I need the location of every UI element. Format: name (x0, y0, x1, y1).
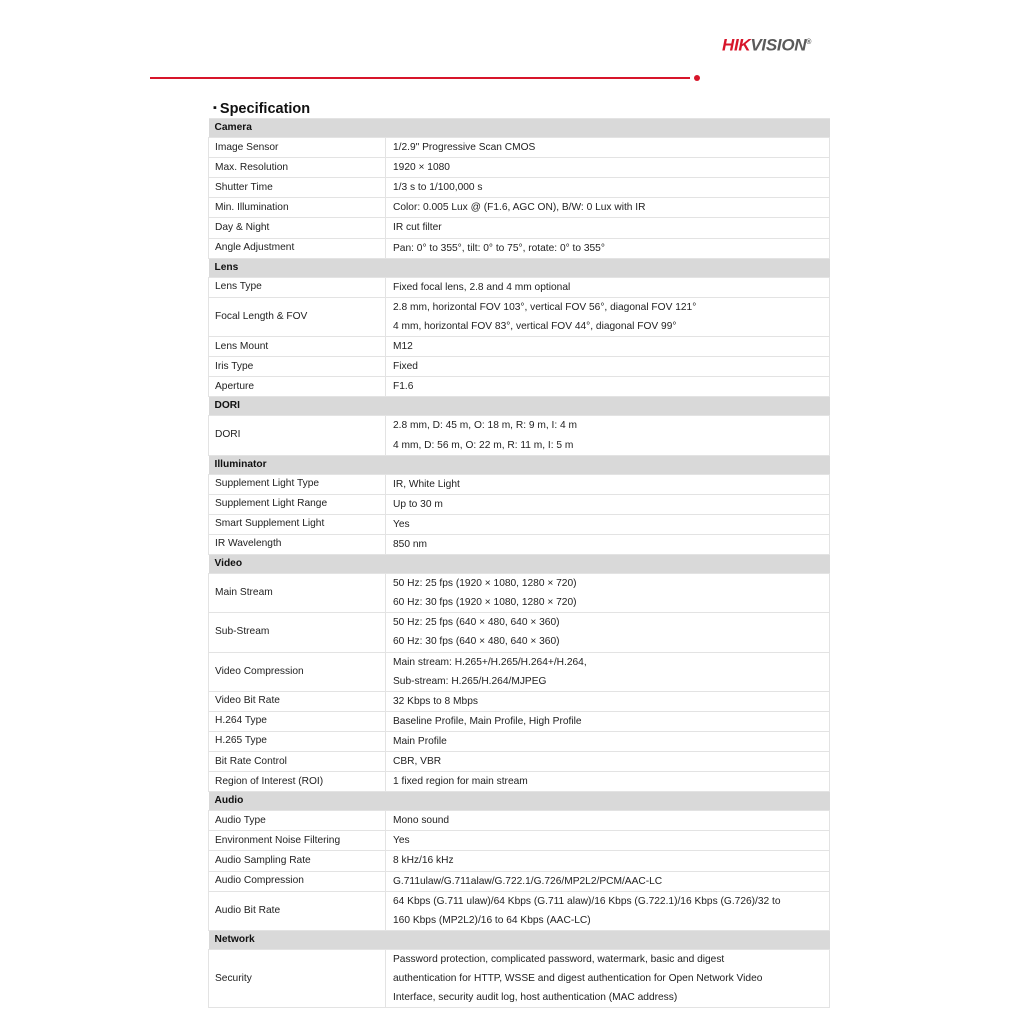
spec-value (386, 474, 830, 494)
spec-label: Angle Adjustment (209, 238, 386, 258)
spec-value-line: 50 Hz: 25 fps (1920 × 1080, 1280 × 720) (393, 578, 577, 590)
category-title: Network (209, 930, 830, 949)
spec-row (209, 277, 830, 297)
spec-row (209, 871, 830, 891)
category-row (209, 397, 830, 416)
spec-row (209, 158, 830, 178)
spec-label: Main Stream (209, 574, 386, 613)
spec-value (386, 831, 830, 851)
spec-label: Bit Rate Control (209, 752, 386, 772)
section-heading (213, 98, 310, 119)
category-row (209, 792, 830, 811)
spec-value-line: 160 Kbps (MP2L2)/16 to 64 Kbps (AAC-LC) (393, 914, 591, 926)
spec-value (386, 277, 830, 297)
spec-value-line: Fixed (393, 361, 418, 373)
spec-value (386, 494, 830, 514)
spec-label: DORI (209, 416, 386, 455)
spec-value-line: 850 nm (393, 538, 427, 550)
spec-row (209, 416, 830, 455)
spec-label: Audio Compression (209, 871, 386, 891)
spec-row (209, 811, 830, 831)
spec-value-line: 60 Hz: 30 fps (640 × 480, 640 × 360) (393, 636, 560, 648)
spec-row (209, 772, 830, 792)
spec-value (386, 851, 830, 871)
spec-label: Audio Type (209, 811, 386, 831)
spec-value-line: Pan: 0° to 355°, tilt: 0° to 75°, rotate: 0° to 355° (393, 242, 605, 254)
category-title: Lens (209, 258, 830, 277)
header-divider-dot (694, 75, 700, 81)
spec-value-line: 2.8 mm, horizontal FOV 103°, vertical FOV 56°, diagonal FOV 121° (393, 301, 697, 313)
spec-row (209, 534, 830, 554)
spec-label: Video Bit Rate (209, 691, 386, 711)
spec-row (209, 831, 830, 851)
spec-row (209, 891, 830, 930)
spec-value (386, 138, 830, 158)
spec-row (209, 218, 830, 238)
category-title: Illuminator (209, 455, 830, 474)
spec-value (386, 238, 830, 258)
spec-value (386, 613, 830, 652)
registered-mark: ® (806, 39, 812, 46)
category-title: DORI (209, 397, 830, 416)
spec-value-line: Color: 0.005 Lux @ (F1.6, AGC ON), B/W: 0 Lux with IR (393, 202, 646, 214)
spec-label: Lens Type (209, 277, 386, 297)
spec-label: Supplement Light Range (209, 494, 386, 514)
spec-value-line: 4 mm, D: 56 m, O: 22 m, R: 11 m, I: 5 m (393, 439, 574, 451)
spec-value (386, 178, 830, 198)
spec-row (209, 752, 830, 772)
spec-row (209, 494, 830, 514)
spec-value (386, 949, 830, 1007)
category-row (209, 930, 830, 949)
spec-label: Aperture (209, 377, 386, 397)
spec-value (386, 772, 830, 792)
specification-table (208, 118, 830, 1008)
spec-value-line: Baseline Profile, Main Profile, High Profile (393, 715, 582, 727)
spec-value-line: authentication for HTTP, WSSE and digest authentication for Open Network Video (393, 973, 763, 985)
spec-value-line: Main stream: H.265+/H.265/H.264+/H.264, (393, 656, 587, 668)
spec-value-line: 4 mm, horizontal FOV 83°, vertical FOV 44°, diagonal FOV 99° (393, 320, 677, 332)
category-title: Camera (209, 119, 830, 138)
spec-row (209, 691, 830, 711)
spec-value-line: 1/3 s to 1/100,000 s (393, 182, 483, 194)
spec-value (386, 377, 830, 397)
spec-value (386, 711, 830, 731)
spec-label: Security (209, 949, 386, 1007)
spec-label: Shutter Time (209, 178, 386, 198)
spec-value (386, 691, 830, 711)
spec-value-line: 1 fixed region for main stream (393, 776, 528, 788)
spec-value-line: 64 Kbps (G.711 ulaw)/64 Kbps (G.711 alaw)/16 Kbps (G.722.1)/16 Kbps (G.726)/32 to (393, 895, 781, 907)
spec-row (209, 711, 830, 731)
spec-label: H.264 Type (209, 711, 386, 731)
spec-row (209, 851, 830, 871)
spec-row (209, 357, 830, 377)
spec-value (386, 297, 830, 336)
spec-label: Smart Supplement Light (209, 514, 386, 534)
spec-value-line: CBR, VBR (393, 756, 442, 767)
spec-value (386, 158, 830, 178)
spec-value-line: 8 kHz/16 kHz (393, 855, 454, 867)
spec-value-line: F1.6 (393, 381, 414, 393)
spec-row (209, 574, 830, 613)
spec-row (209, 138, 830, 158)
spec-row (209, 337, 830, 357)
spec-value-line: M12 (393, 341, 413, 353)
spec-label: H.265 Type (209, 731, 386, 751)
square-bullet-icon: ▪ (213, 102, 217, 114)
spec-value (386, 811, 830, 831)
spec-row (209, 238, 830, 258)
spec-value (386, 514, 830, 534)
spec-label: Environment Noise Filtering (209, 831, 386, 851)
spec-value-line: Main Profile (393, 735, 447, 747)
spec-label: Audio Sampling Rate (209, 851, 386, 871)
spec-label: Image Sensor (209, 138, 386, 158)
category-row (209, 119, 830, 138)
spec-value-line: Yes (393, 518, 410, 530)
spec-row (209, 474, 830, 494)
spec-value (386, 218, 830, 238)
spec-label: Sub-Stream (209, 613, 386, 652)
header-divider-line (150, 77, 690, 79)
category-title: Audio (209, 792, 830, 811)
spec-row (209, 731, 830, 751)
hikvision-logo (722, 33, 811, 56)
category-row (209, 258, 830, 277)
spec-value-line: Password protection, complicated password, watermark, basic and digest (393, 953, 725, 965)
spec-value (386, 652, 830, 691)
spec-value-line: 50 Hz: 25 fps (640 × 480, 640 × 360) (393, 617, 560, 629)
spec-value (386, 357, 830, 377)
spec-value (386, 731, 830, 751)
spec-label: Max. Resolution (209, 158, 386, 178)
spec-row (209, 514, 830, 534)
spec-label: Lens Mount (209, 337, 386, 357)
spec-value (386, 871, 830, 891)
spec-value-line: 60 Hz: 30 fps (1920 × 1080, 1280 × 720) (393, 597, 577, 609)
spec-value (386, 416, 830, 455)
spec-value-line: IR, White Light (393, 478, 460, 490)
spec-value-line: Mono sound (393, 815, 450, 827)
section-title: Specification (219, 101, 311, 117)
spec-label: Video Compression (209, 652, 386, 691)
spec-label: Day & Night (209, 218, 386, 238)
spec-value-line: 32 Kbps to 8 Mbps (393, 695, 478, 707)
spec-value-line: IR cut filter (393, 222, 442, 234)
spec-label: IR Wavelength (209, 534, 386, 554)
spec-value-line: Yes (393, 835, 410, 847)
spec-row (209, 949, 830, 1007)
logo-primary-text: HIK (722, 35, 751, 55)
spec-value (386, 337, 830, 357)
spec-label: Audio Bit Rate (209, 891, 386, 930)
spec-label: Min. Illumination (209, 198, 386, 218)
spec-label: Region of Interest (ROI) (209, 772, 386, 792)
spec-row (209, 652, 830, 691)
spec-value (386, 752, 830, 772)
spec-value-line: Fixed focal lens, 2.8 and 4 mm optional (393, 281, 571, 293)
category-title: Video (209, 555, 830, 574)
category-row (209, 555, 830, 574)
spec-value-line: Interface, security audit log, host authentication (MAC address) (393, 992, 678, 1004)
spec-value (386, 534, 830, 554)
spec-value-line: 2.8 mm, D: 45 m, O: 18 m, R: 9 m, I: 4 m (393, 420, 577, 432)
spec-label: Supplement Light Type (209, 474, 386, 494)
spec-value-line: 1/2.9" Progressive Scan CMOS (393, 142, 536, 154)
spec-row (209, 297, 830, 336)
spec-value-line: Up to 30 m (393, 498, 443, 510)
spec-value-line: Sub-stream: H.265/H.264/MJPEG (393, 675, 547, 687)
spec-row (209, 377, 830, 397)
spec-value (386, 574, 830, 613)
spec-row (209, 178, 830, 198)
spec-value (386, 891, 830, 930)
spec-row (209, 198, 830, 218)
spec-value-line: 1920 × 1080 (393, 162, 450, 174)
spec-label: Focal Length & FOV (209, 297, 386, 336)
spec-value-line: G.711ulaw/G.711alaw/G.722.1/G.726/MP2L2/PCM/AAC-LC (393, 875, 663, 887)
spec-value (386, 198, 830, 218)
category-row (209, 455, 830, 474)
spec-label: Iris Type (209, 357, 386, 377)
spec-row (209, 613, 830, 652)
logo-secondary-text: VISION (750, 35, 807, 55)
